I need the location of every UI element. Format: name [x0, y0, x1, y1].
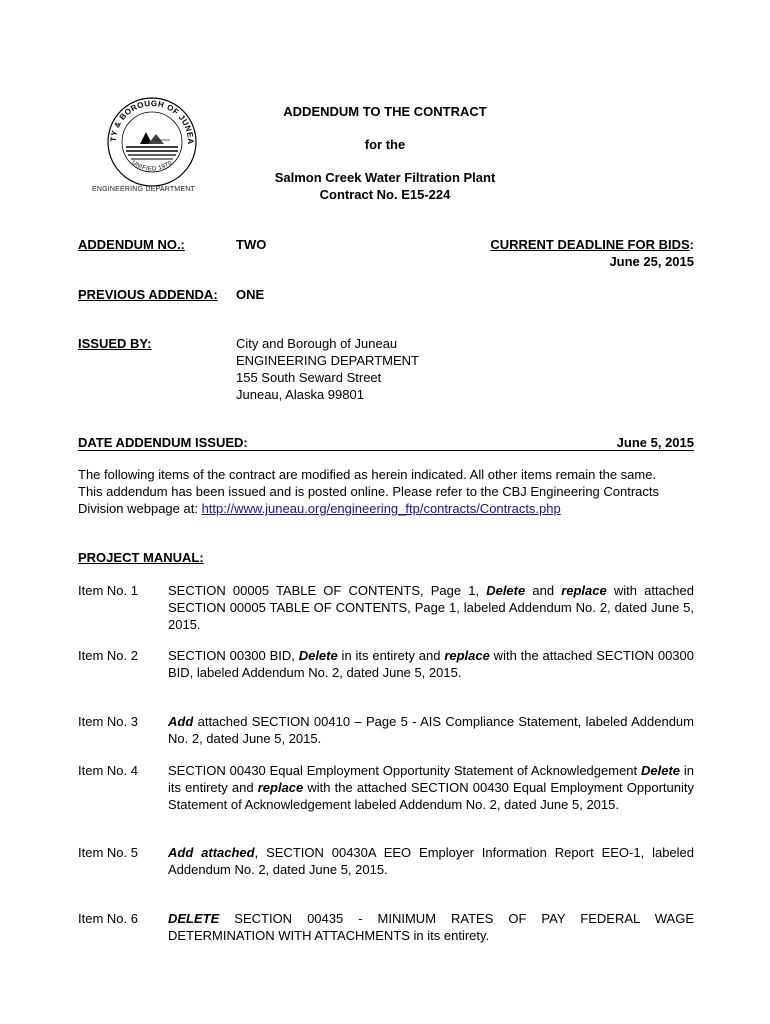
- item-text: with attached SECTION 00005 TABLE OF CONTENTS, Page 1, labeled Addendum No. 2, dated June 5, 2015.: [168, 583, 694, 632]
- contract-number: Contract No. E15-224: [319, 187, 451, 202]
- title-for-the: for the: [364, 137, 406, 152]
- item-text: with the attached SECTION 00300 BID, labeled Addendum No. 2, dated June 5, 2015.: [168, 648, 694, 680]
- date-issued-row: [78, 434, 694, 451]
- item-text: SECTION 00300 BID,: [168, 648, 299, 663]
- contracts-webpage-link[interactable]: http://www.juneau.org/engineering_ftp/contracts/Contracts.php: [201, 501, 561, 516]
- item-text: , SECTION 00430A EEO Employer Information Report EEO-1, labeled Addendum No. 2, dated June 5, 2015.: [168, 845, 695, 877]
- project-name: Salmon Creek Water Filtration Plant: [274, 170, 496, 185]
- item-body-2: [168, 647, 694, 681]
- date-issued-label: DATE ADDENDUM ISSUED:: [78, 435, 248, 450]
- item-body-6: [168, 910, 694, 944]
- document-title: ADDENDUM TO THE CONTRACT: [283, 104, 487, 119]
- previous-addenda-row: [78, 286, 218, 303]
- item-body-1: [168, 582, 694, 633]
- item-emphasis-text: Add: [168, 714, 194, 729]
- intro-line-3-prefix: Division webpage at:: [78, 501, 202, 516]
- deadline-label-row: [490, 236, 694, 253]
- item-body-4: [168, 762, 694, 813]
- deadline-label: CURRENT DEADLINE FOR BIDS: [490, 237, 690, 252]
- item-text: attached SECTION 00410 – Page 5 - AIS Compliance Statement, labeled Addendum No. 2, dated June 5, 2015.: [168, 714, 694, 746]
- item-text: in its entirety and: [337, 648, 445, 663]
- item-emphasis-text: Delete: [641, 763, 681, 778]
- item-label-1: Item No. 1: [78, 583, 138, 598]
- issued-by-line-4: Juneau, Alaska 99801: [236, 387, 364, 402]
- issued-by-line-3: 155 South Seward Street: [236, 370, 382, 385]
- project-manual-heading: PROJECT MANUAL:: [78, 550, 204, 565]
- item-label-4: Item No. 4: [78, 763, 138, 778]
- item-emphasis-text: Delete: [298, 648, 338, 663]
- intro-line-1: The following items of the contract are modified as herein indicated. All other items remain the same.: [78, 467, 657, 482]
- date-issued-value: June 5, 2015: [616, 435, 694, 450]
- item-emphasis-text: replace: [257, 780, 304, 795]
- issued-by-label: ISSUED BY:: [78, 336, 152, 351]
- addendum-no-value: TWO: [236, 237, 267, 252]
- intro-line-3: [78, 500, 561, 517]
- item-text: and: [525, 583, 562, 598]
- previous-addenda-label: PREVIOUS ADDENDA:: [78, 287, 218, 302]
- issued-by-line-1: City and Borough of Juneau: [236, 336, 398, 351]
- item-emphasis-text: replace: [561, 583, 607, 598]
- svg-text:UNIFIED 1970: UNIFIED 1970: [130, 160, 174, 173]
- item-emphasis-text: Delete: [486, 583, 526, 598]
- deadline-colon: :: [689, 237, 694, 252]
- item-label-3: Item No. 3: [78, 714, 138, 729]
- svg-text:CITY & BOROUGH OF JUNEAU: TY & BOROUGH OF JUNEA: [108, 98, 196, 145]
- item-emphasis-text: Add attached: [168, 845, 255, 860]
- item-body-5: [168, 844, 694, 878]
- item-body-3: [168, 713, 694, 747]
- item-text: SECTION 00005 TABLE OF CONTENTS, Page 1,: [168, 583, 487, 598]
- item-label-6: Item No. 6: [78, 911, 138, 926]
- previous-addenda-value: ONE: [236, 287, 265, 302]
- item-emphasis-text: DELETE: [168, 911, 220, 926]
- item-text: SECTION 00435 - MINIMUM RATES OF PAY FEDERAL WAGE DETERMINATION WITH ATTACHMENTS in its entirety.: [168, 911, 694, 943]
- item-text: SECTION 00430 Equal Employment Opportunity Statement of Acknowledgement: [168, 763, 641, 778]
- deadline-value: June 25, 2015: [609, 254, 694, 269]
- item-text: in its entirety and: [168, 763, 694, 795]
- item-label-2: Item No. 2: [78, 648, 138, 663]
- addendum-no-label: ADDENDUM NO.:: [78, 237, 185, 252]
- item-text: with the attached SECTION 00430 Equal Employment Opportunity Statement of Acknowledgement labeled Addendum No. 2, dated June 5, 2015.: [168, 780, 695, 812]
- issued-by-line-2: ENGINEERING DEPARTMENT: [236, 353, 419, 368]
- item-emphasis-text: replace: [444, 648, 490, 663]
- intro-line-2: This addendum has been issued and is posted online. Please refer to the CBJ Engineering Contracts: [78, 484, 660, 499]
- item-label-5: Item No. 5: [78, 845, 138, 860]
- seal-caption: ENGINEERING DEPARTMENT: [92, 186, 195, 193]
